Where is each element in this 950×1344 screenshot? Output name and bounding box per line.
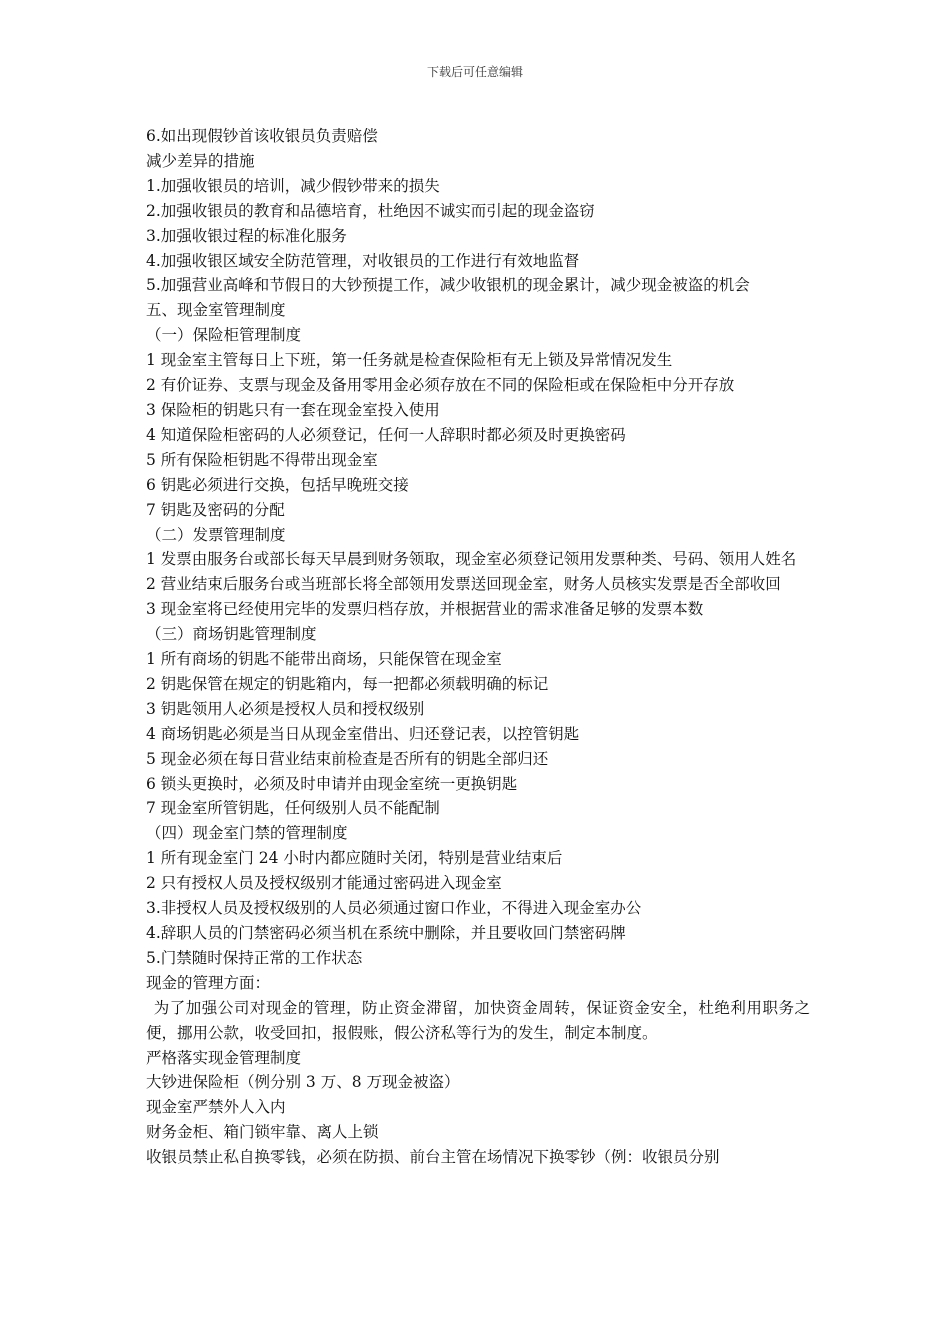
subsection-heading: （三）商场钥匙管理制度	[146, 625, 317, 644]
text-line: 1 所有现金室门 24 小时内都应随时关闭，特别是营业结束后	[146, 849, 563, 868]
section-heading: 现金的管理方面：	[146, 973, 271, 992]
text-line: 5.加强营业高峰和节假日的大钞预提工作，减少收银机的现金累计，减少现金被盗的机会	[146, 276, 750, 295]
text-line: 2 钥匙保管在规定的钥匙箱内，每一把都必须载明确的标记	[146, 674, 549, 693]
text-paragraph: 为了加强公司对现金的管理，防止资金滞留，加快资金周转，保证资金安全，杜绝利用职务之便，挪用公款，收受回扣，报假账，假公济私等行为的发生，制定本制度。	[146, 998, 810, 1042]
text-line: 4.加强收银区域安全防范管理，对收银员的工作进行有效地监督	[146, 251, 580, 270]
text-line: 4 商场钥匙必须是当日从现金室借出、归还登记表，以控管钥匙	[146, 724, 580, 743]
document-body	[146, 124, 810, 1170]
text-line: 1.加强收银员的培训，减少假钞带来的损失	[146, 176, 440, 195]
text-line: 6.如出现假钞首该收银员负责赔偿	[146, 127, 378, 145]
text-line: 收银员禁止私自换零钱，必须在防损、前台主管在场情况下换零钞（例：收银员分别	[146, 1148, 720, 1167]
text-line: 7 现金室所管钥匙，任何级别人员不能配制	[146, 799, 440, 818]
text-line: 7 钥匙及密码的分配	[146, 500, 285, 519]
text-line: 4.辞职人员的门禁密码必须当机在系统中删除，并且要收回门禁密码牌	[146, 924, 626, 942]
text-line: 3.非授权人员及授权级别的人员必须通过窗口作业，不得进入现金室办公	[146, 899, 642, 918]
text-paragraph: 2 营业结束后服务台或当班部长将全部领用发票送回现金室，财务人员核实发票是否全部收回	[146, 575, 781, 594]
text-line: 6 锁头更换时，必须及时申请并由现金室统一更换钥匙	[146, 774, 518, 793]
text-line: 5.门禁随时保持正常的工作状态	[146, 948, 363, 967]
subsection-heading: （二）发票管理制度	[146, 525, 286, 544]
section-heading: 五、现金室管理制度	[146, 301, 286, 320]
section-heading: 减少差异的措施	[146, 151, 255, 170]
text-paragraph: 1 发票由服务台或部长每天早晨到财务领取，现金室必须登记领用发票种类、号码、领用人姓名	[146, 550, 797, 569]
page-header: 下载后可任意编辑	[426, 65, 523, 79]
text-line: 5 现金必须在每日营业结束前检查是否所有的钥匙全部归还	[146, 749, 549, 768]
text-line: 现金室严禁外人入内	[146, 1098, 286, 1117]
text-line: 2.加强收银员的教育和品德培育，杜绝因不诚实而引起的现金盗窃	[146, 201, 595, 220]
text-line: 3 现金室将已经使用完毕的发票归档存放，并根据营业的需求准备足够的发票本数	[146, 600, 704, 619]
text-line: 大钞进保险柜（例分别 3 万、8 万现金被盗）	[146, 1073, 460, 1092]
text-line: 3 保险柜的钥匙只有一套在现金室投入使用	[146, 400, 440, 419]
subsection-heading: （四）现金室门禁的管理制度	[146, 824, 348, 843]
text-line: 1 现金室主管每日上下班，第一任务就是检查保险柜有无上锁及异常情况发生	[146, 351, 673, 370]
text-line: 3 钥匙领用人必须是授权人员和授权级别	[146, 699, 425, 718]
text-line: 财务金柜、箱门锁牢靠、离人上锁	[146, 1123, 379, 1142]
text-line: 2 有价证券、支票与现金及备用零用金必须存放在不同的保险柜或在保险柜中分开存放	[146, 376, 735, 395]
text-line: 1 所有商场的钥匙不能带出商场，只能保管在现金室	[146, 650, 502, 669]
text-line: 严格落实现金管理制度	[146, 1048, 302, 1067]
text-line: 2 只有授权人员及授权级别才能通过密码进入现金室	[146, 874, 502, 893]
text-line: 6 钥匙必须进行交换，包括早晚班交接	[146, 475, 409, 494]
text-line: 4 知道保险柜密码的人必须登记，任何一人辞职时都必须及时更换密码	[146, 425, 626, 444]
subsection-heading: （一）保险柜管理制度	[146, 326, 302, 345]
text-line: 5 所有保险柜钥匙不得带出现金室	[146, 450, 378, 469]
text-line: 3.加强收银过程的标准化服务	[146, 226, 347, 245]
